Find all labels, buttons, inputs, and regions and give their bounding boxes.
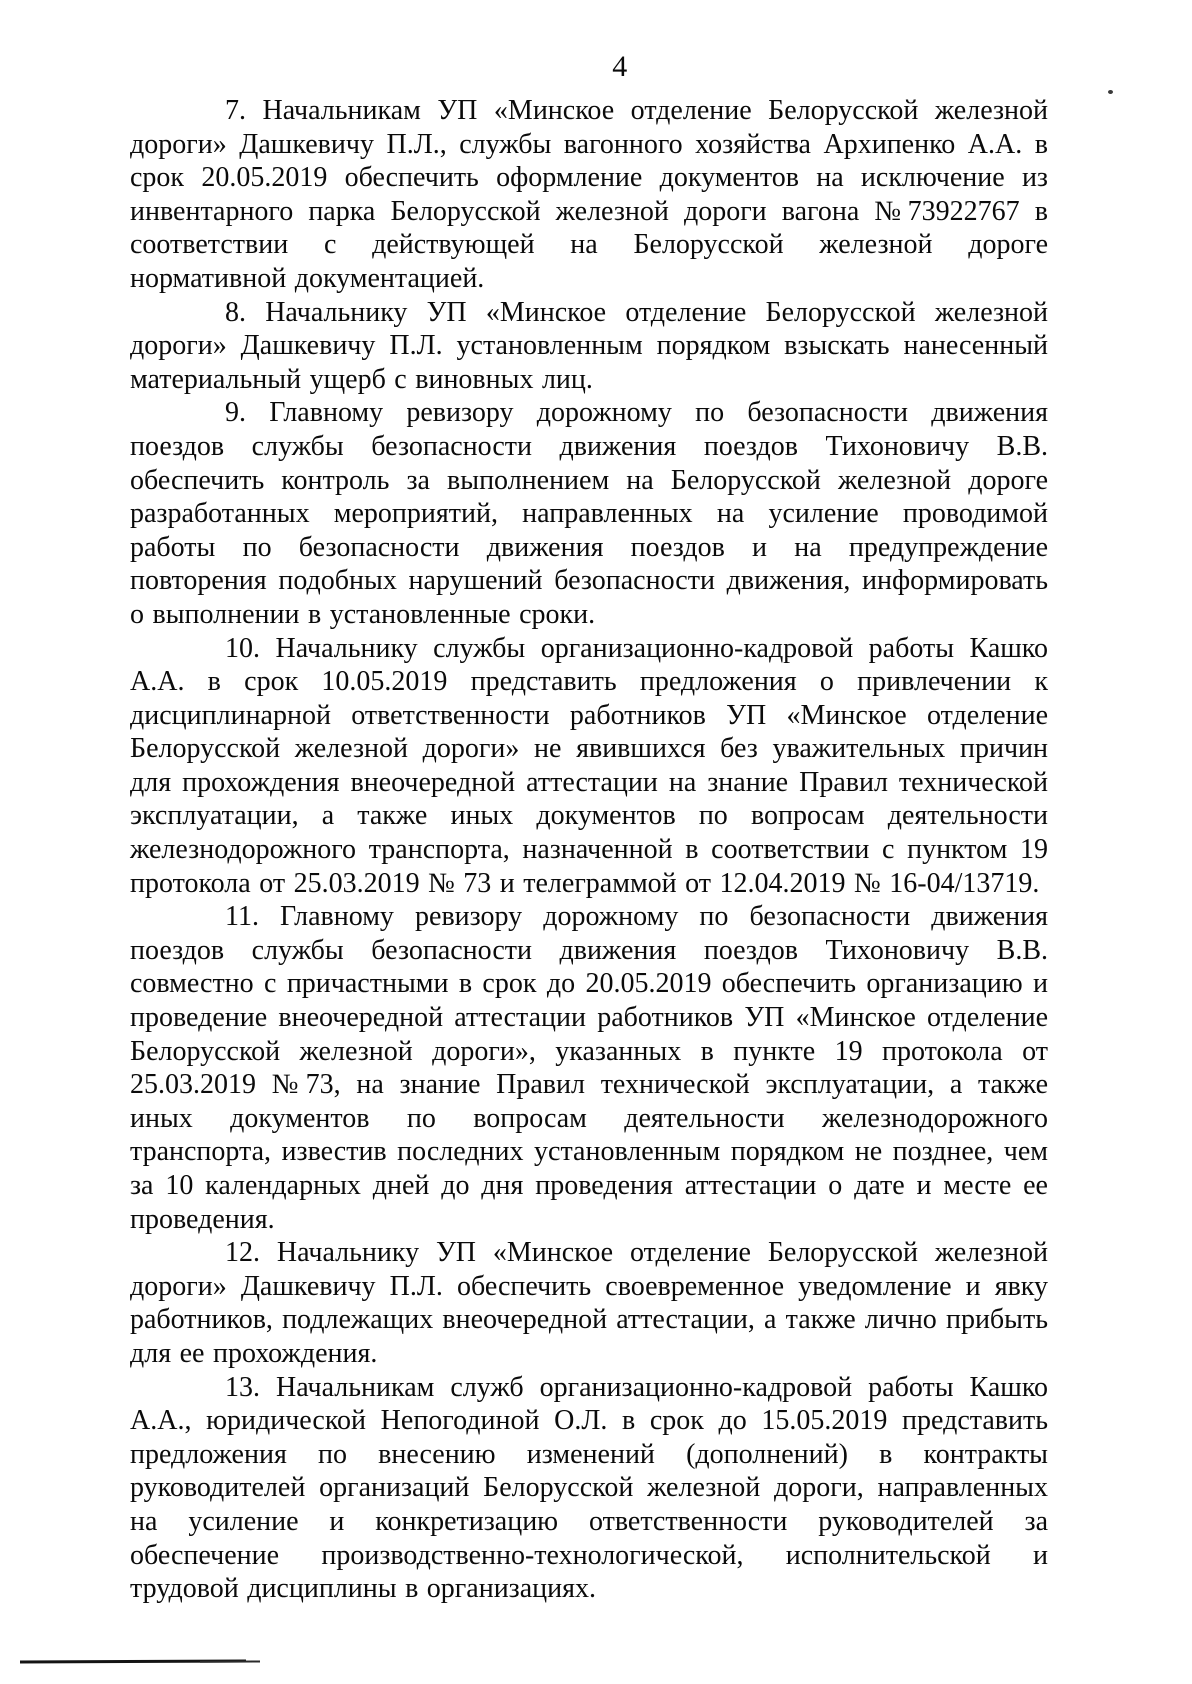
paragraph-9: 9. Главному ревизору дорожному по безопасности движения поездов службы безопасности движения поездов Тихоновичу В.В. обеспечить контроль за выполнением на Белорусской железной дороге разработанных мероприятий, направленных на усиление проводимой работы по безопасности движения поездов и на предупреждение повторения подобных нарушений безопасности движения, информировать о выполнении в установленные сроки. (130, 397, 1048, 630)
paragraph-13: 13. Начальникам служб организационно-кадровой работы Кашко А.А., юридической Непогодиной О.Л. в срок до 15.05.2019 представить предложения по внесению изменений (дополнений) в контракты руководителей организаций Белорусской железной дороги, направленных на усиление и конкретизацию ответственности руководителей за обеспечение производственно-технологической, исполнительской и трудовой дисциплины в организациях. (130, 1371, 1048, 1605)
scan-artifact-footer-line (20, 1660, 246, 1664)
page-number: 4 (612, 50, 628, 83)
paragraph-11: 11. Главному ревизору дорожному по безопасности движения поездов службы безопасности движения поездов Тихоновичу В.В. совместно с причастными в срок до 20.05.2019 обеспечить организацию и проведение внеочередной аттестации работников УП «Минское отделение Белорусской железной дороги», указанных в пункте 19 протокола от 25.03.2019 №73, на знание Правил технической эксплуатации, а также иных документов по вопросам деятельности железнодорожного транспорта, известив последних установленным порядком не позднее, чем за 10 календарных дней до дня проведения аттестации о дате и месте ее проведения. (130, 901, 1048, 1235)
scan-artifact-dot (1108, 90, 1113, 94)
document-body (130, 94, 1048, 1606)
paragraph-10: 10. Начальнику службы организационно-кадровой работы Кашко А.А. в срок 10.05.2019 представить предложения о привлечении к дисциплинарной ответственности работников УП «Минское отделение Белорусской железной дороги» не явившихся без уважительных причин для прохождения внеочередной аттестации на знание Правил технической эксплуатации, а также иных документов по вопросам деятельности железнодорожного транспорта, назначенной в соответствии с пунктом 19 протокола от 25.03.2019 № 73 и телеграммой от 12.04.2019 № 16-04/13719. (130, 632, 1048, 899)
paragraph-8: 8. Начальнику УП «Минское отделение Белорусской железной дороги» Дашкевичу П.Л. установленным порядком взыскать нанесенный материальный ущерб с виновных лиц. (130, 296, 1048, 395)
paragraph-12: 12. Начальнику УП «Минское отделение Белорусской железной дороги» Дашкевичу П.Л. обеспечить своевременное уведомление и явку работников, подлежащих внеочередной аттестации, а также лично прибыть для ее прохождения. (130, 1237, 1048, 1369)
paragraph-7: 7. Начальникам УП «Минское отделение Белорусской железной дороги» Дашкевичу П.Л., службы вагонного хозяйства Архипенко А.А. в срок 20.05.2019 обеспечить оформление документов на исключение из инвентарного парка Белорусской железной дороги вагона №73922767 в соответствии с действующей на Белорусской железной дороге нормативной документацией. (130, 95, 1048, 294)
